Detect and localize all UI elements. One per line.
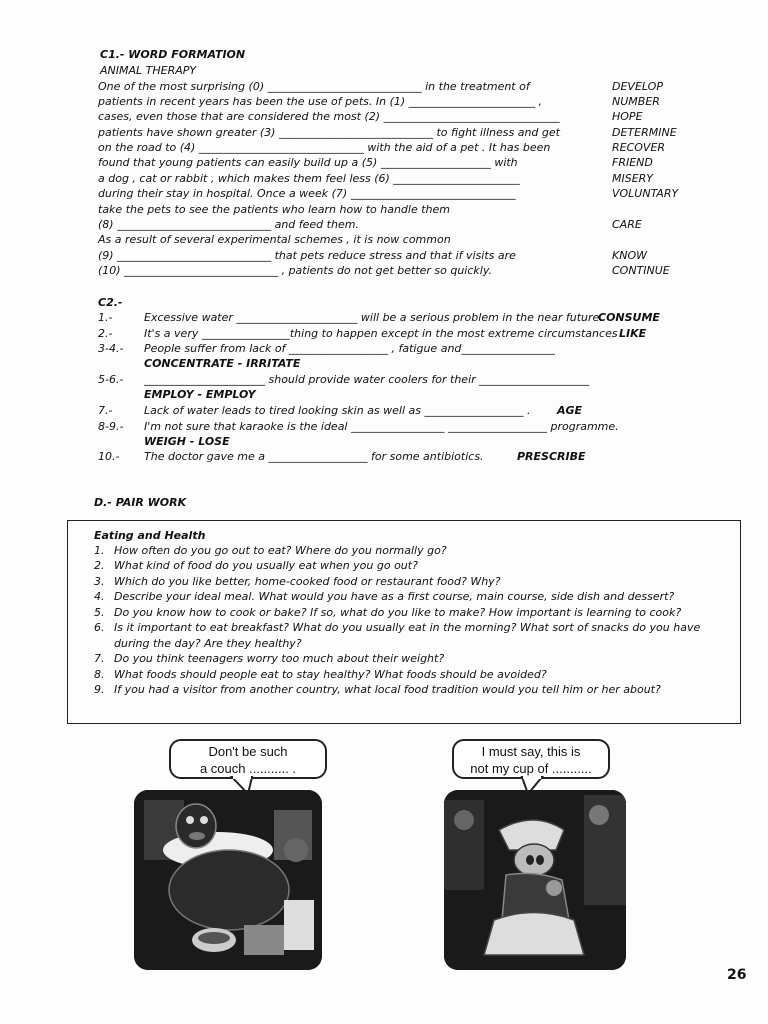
- item-keyword: PRESCRIBE: [517, 450, 586, 463]
- passage-line: (8) ____________________________ and feed them.: [98, 218, 359, 231]
- item-sentence: The doctor gave me a __________________ for some antibiotics.: [144, 450, 484, 463]
- question-text: Which do you like better, home-cooked food or restaurant food? Why?: [114, 575, 501, 588]
- item-number: 1.-: [98, 311, 113, 324]
- passage-line: patients in recent years has been the use of pets. In (1) _______________________ ,: [98, 95, 543, 108]
- c1-subtitle: ANIMAL THERAPY: [100, 64, 197, 77]
- keyword: VOLUNTARY: [612, 187, 679, 200]
- question-number: 7.: [94, 652, 105, 665]
- bubble-right-line2: not my cup of ...........: [470, 761, 592, 776]
- item-keyword: AGE: [557, 404, 583, 417]
- item-sentence: It's a very ________________thing to happen except in the most extreme circumstances .: [144, 327, 625, 340]
- question-number: 3.: [94, 575, 105, 588]
- keyword: KNOW: [612, 249, 647, 262]
- item-sentence: Lack of water leads to tired looking skin as well as __________________ .: [144, 404, 531, 417]
- passage-line: (10) ____________________________ , patients do not get better so quickly.: [98, 264, 492, 277]
- question-text: Do you think teenagers worry too much about their weight?: [114, 652, 445, 665]
- item-number: 3-4.-: [98, 342, 124, 355]
- question-text: Do you know how to cook or bake? If so, what do you like to make? How important is learning to cook?: [114, 606, 682, 619]
- bubble-left-line1: Don't be such: [208, 744, 288, 759]
- question-number: 8.: [94, 668, 105, 681]
- keyword: DEVELOP: [612, 80, 663, 93]
- keyword: CARE: [612, 218, 642, 231]
- item-number: 5-6.-: [98, 373, 124, 386]
- question-text: How often do you go out to eat? Where do you normally go?: [114, 544, 447, 557]
- keyword: HOPE: [612, 110, 643, 123]
- item-sentence: ______________________ should provide water coolers for their ____________________: [144, 373, 590, 386]
- item-sentence: People suffer from lack of __________________ , fatigue and_________________: [144, 342, 555, 355]
- question-number: 6.: [94, 621, 105, 634]
- passage-line: (9) ____________________________ that pets reduce stress and that if visits are: [98, 249, 516, 262]
- question-number: 9.: [94, 683, 105, 696]
- question-number: 5.: [94, 606, 105, 619]
- question-text: Is it important to eat breakfast? What do you usually eat in the morning? What sort of snacks do you have: [114, 621, 701, 634]
- question-text: during the day? Are they healthy?: [114, 637, 302, 650]
- bubble-right-line1: I must say, this is: [481, 744, 581, 759]
- cartoon-cup-of-tea: [444, 790, 626, 970]
- item-keyword: EMPLOY - EMPLOY: [144, 388, 256, 401]
- cartoon-couch-potato: [134, 790, 322, 970]
- item-number: 2.-: [98, 327, 113, 340]
- item-number: 7.-: [98, 404, 113, 417]
- bubble-left-line2: a couch ........... .: [199, 761, 297, 776]
- keyword: DETERMINE: [612, 126, 677, 139]
- c2-heading: C2.-: [98, 296, 123, 309]
- item-number: 8-9.-: [98, 420, 124, 433]
- item-sentence: Excessive water ______________________ will be a serious problem in the near future.: [144, 311, 603, 324]
- passage-line: One of the most surprising (0) ____________________________ in the treatment of: [98, 80, 530, 93]
- keyword: MISERY: [612, 172, 654, 185]
- item-sentence: I'm not sure that karaoke is the ideal _________________ __________________ programme.: [144, 420, 619, 433]
- c1-heading: C1.- WORD FORMATION: [100, 48, 246, 61]
- passage-line: patients have shown greater (3) ____________________________ to fight illness and get: [98, 126, 560, 139]
- passage-line: cases, even those that are considered the most (2) ________________________________: [98, 110, 560, 123]
- keyword: FRIEND: [612, 156, 653, 169]
- passage-line: on the road to (4) ______________________________ with the aid of a pet . It has been: [98, 141, 551, 154]
- speech-bubble-right: [452, 739, 610, 779]
- passage-line: during their stay in hospital. Once a week (7) ______________________________: [98, 187, 516, 200]
- question-text: What foods should people eat to stay healthy? What foods should be avoided?: [114, 668, 547, 681]
- keyword: NUMBER: [612, 95, 660, 108]
- keyword: RECOVER: [612, 141, 666, 154]
- question-text: If you had a visitor from another country, what local food tradition would you tell him or her about?: [114, 683, 661, 696]
- box-title: Eating and Health: [94, 529, 206, 542]
- question-text: Describe your ideal meal. What would you have as a first course, main course, side dish and dessert?: [114, 590, 675, 603]
- item-keyword: WEIGH - LOSE: [144, 435, 230, 448]
- passage-line: found that young patients can easily build up a (5) ____________________ with: [98, 156, 518, 169]
- item-number: 10.-: [98, 450, 120, 463]
- passage-line: a dog , cat or rabbit , which makes them feel less (6) _______________________: [98, 172, 520, 185]
- speech-bubble-left: [169, 739, 327, 779]
- item-keyword: LIKE: [619, 327, 647, 340]
- question-number: 1.: [94, 544, 105, 557]
- item-keyword: CONSUME: [598, 311, 660, 324]
- question-number: 4.: [94, 590, 105, 603]
- keyword: CONTINUE: [612, 264, 670, 277]
- passage-line: take the pets to see the patients who learn how to handle them: [98, 203, 450, 216]
- item-keyword: CONCENTRATE - IRRITATE: [144, 357, 301, 370]
- passage-line: As a result of several experimental schemes , it is now common: [98, 233, 451, 246]
- question-number: 2.: [94, 559, 105, 572]
- d-heading: D.- PAIR WORK: [94, 496, 187, 509]
- page-number: 26: [727, 967, 747, 983]
- question-text: What kind of food do you usually eat when you go out?: [114, 559, 418, 572]
